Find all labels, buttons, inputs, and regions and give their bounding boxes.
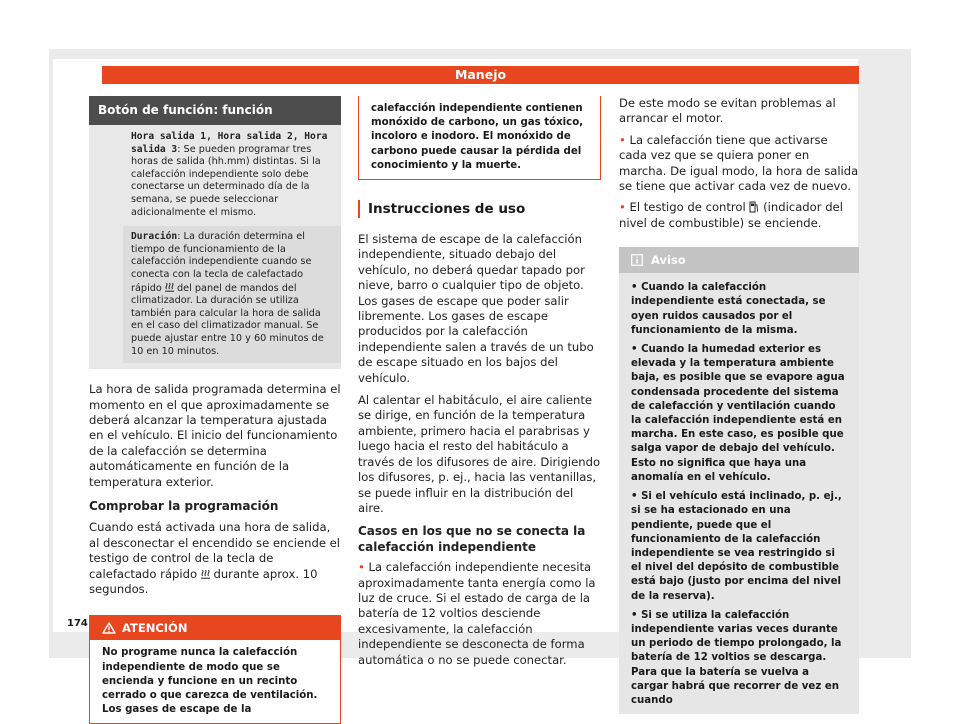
- col3-bullet-3a: El testigo de control: [629, 200, 746, 215]
- col1-paragraph-2: [89, 520, 341, 597]
- note-item-text: Si el vehículo está inclinado, p. ej., si se ha estacionado en una pendiente, puede que el funcionamiento de la calefacción independiente se vea restringido si el nivel del depósito de combustible está bajo (justo por encima del nivel de la reserva).: [631, 491, 842, 602]
- col3-text: [619, 96, 859, 231]
- warning-box-continued: [358, 96, 601, 180]
- duracion-label: Duración: [131, 231, 178, 243]
- function-box-body: [89, 125, 341, 369]
- warning-triangle-icon: [102, 621, 116, 639]
- col3-bullet-2: [619, 133, 859, 195]
- note-item: [631, 343, 847, 485]
- col1-paragraph-1: La hora de salida programada determina el momento en el que aproximadamente se deberá alcanzar la temperatura ajustada en el vehículo. El inicio del funcionamiento de la calefacción se determina automáticamente en función de la temperatura exterior.: [89, 382, 341, 489]
- column-3: [619, 96, 859, 714]
- note-header: [619, 247, 859, 273]
- fuel-pump-icon: [749, 201, 759, 213]
- bullet-marker: •: [619, 200, 630, 215]
- col1-paragraph-2b: durante aprox. 10 segundos.: [89, 566, 318, 596]
- note-box: [619, 247, 859, 714]
- warning-text-part-2: calefacción independiente contienen monóxido de carbono, un gas tóxico, incoloro e inodoro. El monóxido de carbono puede causar la pérdida del conocimiento y la muerte.: [371, 103, 584, 171]
- col2-bullet-1: [358, 560, 601, 668]
- salida-text: : Se pueden programar tres horas de salida (hh.mm) distintas. Si la calefacción independiente solo debe conectarse un determinado día de la semana, se puede seleccionar adicionalmente el mismo.: [131, 143, 321, 218]
- col3-bullet-3b: (indicador del nivel de combustible) se enciende.: [619, 200, 843, 230]
- bullet-marker: •: [631, 609, 642, 621]
- note-body: [619, 273, 859, 714]
- note-item-text: Cuando la humedad exterior es elevada y la temperatura ambiente baja, es posible que se evapore agua condensada procedente del sistema de calefacción y ventilación cuando la calefacción independiente está en marcha. En este caso, es posible que salga vapor de debajo del vehículo. Esto no significa que haya una anomalía en el vehículo.: [631, 344, 845, 483]
- bullet-marker: •: [631, 491, 642, 503]
- bullet-marker: •: [631, 344, 642, 356]
- col2-text: [358, 232, 601, 668]
- bullet-marker: •: [358, 560, 369, 575]
- note-item: [631, 490, 847, 604]
- note-item-text: Si se utiliza la calefacción independiente varias veces durante un periodo de tiempo prolongado, la batería de 12 voltios se descarga. Para que la batería se vuelva a cargar habrá que recorrer de vez en cuando: [631, 609, 842, 706]
- warning-header: [90, 616, 340, 640]
- salida-label: Hora salida 1, Hora salida 2, Hora salida 3: [131, 131, 328, 155]
- col3-paragraph-1: De este modo se evitan problemas al arrancar el motor.: [619, 96, 836, 126]
- page-header: [102, 66, 859, 84]
- col2-paragraph-1: El sistema de escape de la calefacción independiente, situado debajo del vehículo, no deberá quedar tapado por nieve, barro o cualquier tipo de objeto. Los gases de escape que poder salir libremente. Los gases de escape producidos por la calefacción independiente salen a través de un tubo de escape situado en los bajos del vehículo.: [358, 232, 594, 385]
- col1-text: [89, 382, 341, 597]
- page-number: 174: [67, 618, 88, 629]
- warning-title: ATENCIÓN: [122, 621, 188, 636]
- duracion-text-b: del panel de mandos del climatizador. La duración se utiliza también para calcular la hora de salida en el caso del climatizador manual. Se puede ajustar entre 10 y 60 minutos de 10 en 10 minutos.: [131, 282, 324, 357]
- column-2: [358, 96, 601, 668]
- col3-bullet-3: [619, 200, 859, 231]
- col2-bullet-1-text: La calefacción independiente necesita aproximadamente tanta energía como la luz de cruce. Si el estado de carga de la batería de 12 voltios desciende excesivamente, la calefacción independiente se desconecta de forma automática o no se puede conectar.: [358, 560, 596, 667]
- bullet-marker: •: [631, 282, 642, 294]
- note-title: Aviso: [651, 253, 686, 268]
- heating-waves-icon: [165, 282, 174, 292]
- note-item-text: Cuando la calefacción independiente está conectada, se oyen ruidos causados por el funcionamiento de la misma.: [631, 282, 826, 336]
- duracion-text-a: : La duración determina el tiempo de funcionamiento de la calefacción independiente cuando se conecta con la tecla de calefactado rápido: [131, 231, 312, 294]
- note-item: [631, 609, 847, 708]
- column-1: [89, 96, 341, 724]
- col1-subheading: Comprobar la programación: [89, 498, 279, 513]
- col2-subheading: Casos en los que no se conecta la calefacción independiente: [358, 524, 586, 554]
- function-entry-duracion: [123, 226, 341, 363]
- note-item: [631, 281, 847, 338]
- function-box-title: Botón de función: función: [89, 96, 341, 125]
- heating-waves-icon: [201, 568, 210, 578]
- warning-text-part-1: No programe nunca la calefacción independiente de modo que se encienda y funcione en un recinto cerrado o que carezca de ventilación. Los gases de escape de la: [102, 647, 318, 716]
- col1-paragraph-2a: Cuando está activada una hora de salida, al desconectar el encendido se enciende el testigo de control de la tecla de calefactado rápido: [89, 520, 341, 581]
- function-entry-salida: [131, 131, 333, 219]
- page-header-title: Manejo: [454, 67, 507, 82]
- info-icon: [631, 252, 643, 272]
- bullet-marker: •: [619, 132, 630, 147]
- col2-paragraph-2: Al calentar el habitáculo, el aire caliente se dirige, en función de la temperatura ambiente, primero hacia el parabrisas y luego hacia el resto del habitáculo a través de los difusores de aire. Dirigiendo los difusores, p. ej., hacia las ventanillas, se puede influir en la distribución del aire.: [358, 393, 601, 515]
- section-title: Instrucciones de uso: [358, 200, 601, 218]
- col3-bullet-2-text: La calefacción tiene que activarse cada vez que se quiera poner en marcha. De igual modo, la hora de salida se tiene que activar cada vez de nuevo.: [619, 132, 859, 194]
